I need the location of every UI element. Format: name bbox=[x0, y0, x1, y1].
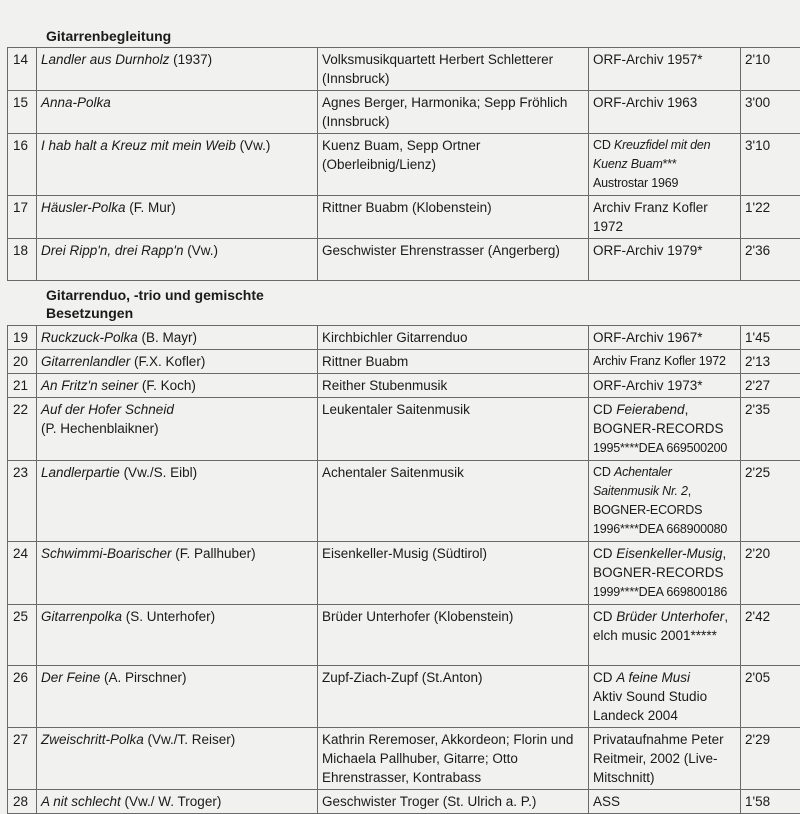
track-duration: 3'10 bbox=[741, 134, 800, 196]
album-title: Kreuzfidel mit den Kuenz Buam bbox=[593, 138, 710, 171]
track-title: Anna-Polka bbox=[41, 95, 111, 110]
track-source bbox=[589, 728, 741, 790]
track-performer: Kathrin Reremoser, Akkordeon; Florin und Michaela Pallhuber, Gitarre; Otto Ehrenstrasser, Kontrabass bbox=[318, 728, 589, 790]
track-title: Landler aus Durnholz bbox=[41, 52, 169, 67]
track-duration: 1'22 bbox=[741, 196, 800, 239]
album-title: Brüder Unterhofer bbox=[616, 609, 724, 624]
track-title-cell bbox=[37, 398, 318, 461]
track-performer: Brüder Unterhofer (Klobenstein) bbox=[318, 605, 589, 666]
track-source bbox=[589, 790, 741, 814]
track-performer: Leukentaler Saitenmusik bbox=[318, 398, 589, 461]
track-number: 28 bbox=[8, 790, 37, 814]
track-source bbox=[589, 542, 741, 605]
table-row bbox=[8, 398, 800, 461]
track-source bbox=[589, 239, 741, 281]
track-number: 21 bbox=[8, 374, 37, 398]
source-text: , BOGNER-ECORDS bbox=[593, 484, 702, 517]
track-duration: 1'58 bbox=[741, 790, 800, 814]
track-number: 27 bbox=[8, 728, 37, 790]
track-title-cell bbox=[37, 91, 318, 134]
track-title: I hab halt a Kreuz mit mein Weib bbox=[41, 138, 236, 153]
track-duration: 1'45 bbox=[741, 326, 800, 350]
track-composer: (Vw./T. Reiser) bbox=[144, 732, 236, 747]
track-number: 14 bbox=[8, 48, 37, 91]
track-title-cell bbox=[37, 48, 318, 91]
track-title: Drei Ripp'n, drei Rapp'n bbox=[41, 243, 183, 258]
track-title: Zweischritt-Polka bbox=[41, 732, 144, 747]
track-duration: 2'42 bbox=[741, 605, 800, 666]
table-row bbox=[8, 605, 800, 666]
table-row bbox=[8, 91, 800, 134]
table-row bbox=[8, 542, 800, 605]
track-performer: Rittner Buabm bbox=[318, 350, 589, 374]
table-row bbox=[8, 790, 800, 814]
track-source bbox=[589, 326, 741, 350]
track-duration: 2'20 bbox=[741, 542, 800, 605]
track-performer: Achentaler Saitenmusik bbox=[318, 461, 589, 542]
table-row bbox=[8, 350, 800, 374]
source-text: Archiv Franz Kofler 1972 bbox=[593, 200, 708, 234]
track-source bbox=[589, 666, 741, 728]
track-duration: 2'13 bbox=[741, 350, 800, 374]
source-text: ORF-Archiv 1973* bbox=[593, 378, 703, 393]
track-composer: (S. Unterhofer) bbox=[122, 609, 215, 624]
track-number: 22 bbox=[8, 398, 37, 461]
track-performer: Volksmusikquartett Herbert Schletterer (Innsbruck) bbox=[318, 48, 589, 91]
source-text: ASS bbox=[593, 794, 620, 809]
track-composer: (Vw./ W. Troger) bbox=[121, 794, 222, 809]
source-text: ORF-Archiv 1979* bbox=[593, 243, 703, 258]
track-source bbox=[589, 605, 741, 666]
track-title-cell bbox=[37, 461, 318, 542]
source-text: Aktiv Sound Studio Landeck 2004 bbox=[593, 689, 707, 723]
source-text: ORF-Archiv 1963 bbox=[593, 95, 697, 110]
source-text: , bbox=[723, 546, 727, 561]
track-duration: 2'36 bbox=[741, 239, 800, 281]
track-number: 24 bbox=[8, 542, 37, 605]
track-title: Schwimmi-Boarischer bbox=[41, 546, 172, 561]
source-text: CD bbox=[593, 138, 614, 152]
track-composer: (1937) bbox=[169, 52, 212, 67]
source-text: BOGNER-RECORDS bbox=[593, 421, 724, 436]
track-performer: Geschwister Ehrenstrasser (Angerberg) bbox=[318, 239, 589, 281]
track-performer: Rittner Buabm (Klobenstein) bbox=[318, 196, 589, 239]
source-text: CD bbox=[593, 546, 616, 561]
track-composer: (F. Mur) bbox=[126, 200, 176, 215]
track-source bbox=[589, 350, 741, 374]
track-composer: (F.X. Kofler) bbox=[130, 354, 205, 369]
track-performer: Geschwister Troger (St. Ulrich a. P.) bbox=[318, 790, 589, 814]
track-composer: (F. Koch) bbox=[138, 378, 196, 393]
source-text: ORF-Archiv 1957* bbox=[593, 52, 703, 67]
source-text: Austrostar 1969 bbox=[593, 176, 678, 190]
album-title: Eisenkeller-Musig bbox=[616, 546, 722, 561]
track-title-cell bbox=[37, 542, 318, 605]
track-table-guitar-accompaniment bbox=[7, 47, 800, 281]
track-source bbox=[589, 461, 741, 542]
track-title-cell bbox=[37, 374, 318, 398]
track-performer: Kirchbichler Gitarrenduo bbox=[318, 326, 589, 350]
table-row bbox=[8, 461, 800, 542]
table-row bbox=[8, 196, 800, 239]
track-source bbox=[589, 374, 741, 398]
track-title: Auf der Hofer Schneid bbox=[41, 402, 174, 417]
track-title-cell bbox=[37, 605, 318, 666]
track-number: 17 bbox=[8, 196, 37, 239]
track-composer: (Vw./S. Eibl) bbox=[120, 465, 197, 480]
source-text: 1999****DEA 669800186 bbox=[593, 585, 727, 599]
track-table-guitar-duo bbox=[7, 325, 800, 814]
track-title: A nit schlecht bbox=[41, 794, 121, 809]
table-row bbox=[8, 134, 800, 196]
track-performer: Eisenkeller-Musig (Südtirol) bbox=[318, 542, 589, 605]
track-composer: (A. Pirschner) bbox=[100, 670, 186, 685]
track-duration: 2'25 bbox=[741, 461, 800, 542]
source-text: CD bbox=[593, 609, 616, 624]
source-text: CD bbox=[593, 670, 616, 685]
track-title-cell bbox=[37, 239, 318, 281]
track-performer: Zupf-Ziach-Zupf (St.Anton) bbox=[318, 666, 589, 728]
track-performer: Agnes Berger, Harmonika; Sepp Fröhlich (Innsbruck) bbox=[318, 91, 589, 134]
track-title-cell bbox=[37, 728, 318, 790]
track-number: 16 bbox=[8, 134, 37, 196]
section-heading: Gitarrenduo, -trio und gemischte Besetzungen bbox=[46, 286, 306, 322]
table-row bbox=[8, 666, 800, 728]
track-source bbox=[589, 196, 741, 239]
track-composer: (F. Pallhuber) bbox=[172, 546, 256, 561]
track-title-cell bbox=[37, 666, 318, 728]
track-title: Gitarrenpolka bbox=[41, 609, 122, 624]
source-text: CD bbox=[593, 465, 614, 479]
section-heading: Gitarrenbegleitung bbox=[46, 27, 171, 45]
track-composer: (P. Hechenblaikner) bbox=[41, 421, 159, 436]
track-source bbox=[589, 398, 741, 461]
table-row bbox=[8, 728, 800, 790]
track-title: Gitarrenlandler bbox=[41, 354, 130, 369]
track-source bbox=[589, 48, 741, 91]
track-title-cell bbox=[37, 350, 318, 374]
source-text: Privataufnahme Peter Reitmeir, 2002 (Live-Mitschnitt) bbox=[593, 732, 724, 785]
track-duration: 2'27 bbox=[741, 374, 800, 398]
table-row bbox=[8, 48, 800, 91]
track-performer: Kuenz Buam, Sepp Ortner (Oberleibnig/Lienz) bbox=[318, 134, 589, 196]
track-number: 15 bbox=[8, 91, 37, 134]
source-text: Archiv Franz Kofler 1972 bbox=[593, 354, 726, 368]
source-text: BOGNER-RECORDS bbox=[593, 565, 724, 580]
source-text: 1995****DEA 669500200 bbox=[593, 441, 727, 455]
album-title: Feierabend bbox=[616, 402, 684, 417]
track-duration: 2'05 bbox=[741, 666, 800, 728]
track-number: 18 bbox=[8, 239, 37, 281]
source-text: 1996****DEA 668900080 bbox=[593, 522, 727, 536]
track-duration: 2'35 bbox=[741, 398, 800, 461]
table-row bbox=[8, 374, 800, 398]
album-title: A feine Musi bbox=[616, 670, 690, 685]
track-number: 23 bbox=[8, 461, 37, 542]
track-title: Häusler-Polka bbox=[41, 200, 126, 215]
track-composer: (Vw.) bbox=[236, 138, 271, 153]
track-composer: (B. Mayr) bbox=[138, 330, 197, 345]
album-title: Achentaler Saitenmusik Nr. 2 bbox=[593, 465, 688, 498]
track-title-cell bbox=[37, 196, 318, 239]
track-composer: (Vw.) bbox=[183, 243, 218, 258]
track-number: 19 bbox=[8, 326, 37, 350]
source-text: , bbox=[685, 402, 689, 417]
track-performer: Reither Stubenmusik bbox=[318, 374, 589, 398]
table-row bbox=[8, 239, 800, 281]
track-title-cell bbox=[37, 790, 318, 814]
track-number: 25 bbox=[8, 605, 37, 666]
source-text: ORF-Archiv 1967* bbox=[593, 330, 703, 345]
source-text: CD bbox=[593, 402, 616, 417]
track-source bbox=[589, 91, 741, 134]
track-title-cell bbox=[37, 134, 318, 196]
track-title: An Fritz'n seiner bbox=[41, 378, 138, 393]
track-number: 20 bbox=[8, 350, 37, 374]
track-title: Landlerpartie bbox=[41, 465, 120, 480]
track-title: Ruckzuck-Polka bbox=[41, 330, 138, 345]
track-duration: 3'00 bbox=[741, 91, 800, 134]
track-duration: 2'10 bbox=[741, 48, 800, 91]
source-text: , elch music 2001***** bbox=[593, 609, 728, 643]
source-text: *** bbox=[663, 157, 677, 171]
track-title: Der Feine bbox=[41, 670, 100, 685]
track-duration: 2'29 bbox=[741, 728, 800, 790]
track-title-cell bbox=[37, 326, 318, 350]
track-source bbox=[589, 134, 741, 196]
track-number: 26 bbox=[8, 666, 37, 728]
table-row bbox=[8, 326, 800, 350]
